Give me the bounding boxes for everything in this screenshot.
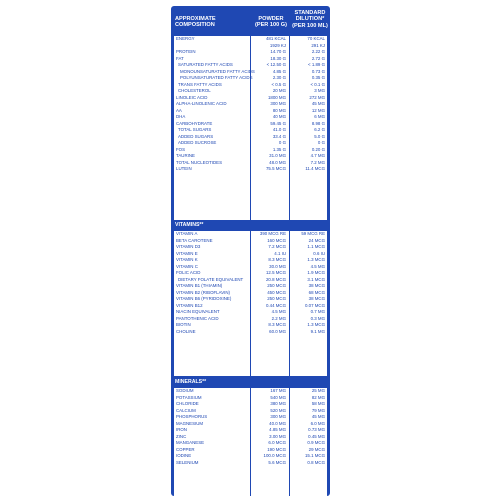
powder-value: 300 MG bbox=[270, 414, 286, 419]
dilution-value: 82 MG bbox=[311, 394, 325, 400]
dilution-value: 6 MG bbox=[314, 114, 325, 119]
powder-value: < 0.5 G bbox=[271, 81, 286, 87]
table-row bbox=[174, 329, 327, 336]
powder-value: 540 MG bbox=[270, 394, 286, 400]
vitamin-rows bbox=[174, 231, 327, 335]
powder-value: 2.2 MG bbox=[271, 315, 286, 321]
powder-value: 48.0 MG bbox=[269, 159, 286, 165]
dilution-value: 12 MG bbox=[311, 107, 325, 113]
nutrient-name: PANTOTHENIC ACID bbox=[176, 315, 219, 321]
powder-value: 390 MCG RE bbox=[259, 231, 286, 236]
nutrient-name: CALCIUM bbox=[176, 407, 196, 413]
dilution-value: 38 MCG bbox=[308, 283, 325, 288]
powder-value: < 12.50 G bbox=[266, 62, 286, 67]
nutrient-name: LINOLEIC ACID bbox=[176, 94, 208, 100]
dilution-value: 0 G bbox=[317, 140, 325, 145]
nutrient-name: TRANS FATTY ACIDS bbox=[178, 81, 222, 87]
dilution-value: 0.07 MCG bbox=[304, 302, 325, 308]
nutrient-name: LUTEIN bbox=[176, 166, 192, 171]
header-powder: POWDER (PER 100 G) bbox=[254, 16, 288, 29]
dilution-value: 0.73 MG bbox=[308, 427, 325, 432]
dilution-value: 45 MG bbox=[311, 414, 325, 419]
powder-value: 8.3 MCG bbox=[268, 322, 286, 327]
powder-value: 20 MG bbox=[272, 88, 286, 93]
powder-value: 4.85 G bbox=[272, 68, 286, 74]
powder-value: 4.5 MG bbox=[271, 309, 286, 314]
nutrient-name: VITAMIN C bbox=[176, 263, 198, 269]
powder-value: 6.0 MCG bbox=[268, 440, 286, 445]
dilution-value: < 0.1 G bbox=[310, 81, 325, 87]
dilution-value: 272 MG bbox=[309, 94, 325, 100]
header-composition: APPROXIMATE COMPOSITION bbox=[175, 16, 216, 29]
nutrient-name: ADDED SUGARS bbox=[178, 133, 214, 139]
composition-section bbox=[174, 36, 327, 220]
powder-value: 80 MG bbox=[272, 107, 286, 113]
powder-value: 75.5 MCG bbox=[265, 166, 286, 171]
nutrient-name: VITAMIN B6 (PYRIDOXINE) bbox=[176, 296, 232, 301]
powder-value: 160 MCG bbox=[267, 237, 286, 243]
nutrient-name: SELENIUM bbox=[176, 459, 199, 465]
composition-rows bbox=[174, 36, 327, 173]
nutrient-name: POTASSIUM bbox=[176, 394, 202, 400]
nutrient-name: CARBOHYDRATE bbox=[176, 120, 213, 126]
dilution-value: 2.22 G bbox=[311, 49, 325, 54]
nutrient-name: AA bbox=[176, 107, 182, 113]
dilution-value: 8.98 G bbox=[311, 120, 325, 126]
nutrient-name: DHA bbox=[176, 114, 186, 119]
nutrient-name: IRON bbox=[176, 427, 187, 432]
nutrient-name: PROTEIN bbox=[176, 49, 196, 54]
nutrient-name: BETA CAROTENE bbox=[176, 237, 213, 243]
dilution-value: 29 MCG bbox=[308, 446, 325, 452]
header-dilution: STANDARD DILUTION* (PER 100 ML) bbox=[292, 10, 328, 29]
dilution-value: 291 KJ bbox=[311, 42, 325, 48]
nutrient-name: ZINC bbox=[176, 433, 187, 439]
nutrient-name: ADDED SUCROSE bbox=[178, 140, 217, 145]
powder-value: 4.1 IU bbox=[274, 250, 286, 256]
dilution-value: 70 KCAL bbox=[307, 36, 325, 41]
table-row bbox=[174, 166, 327, 173]
vitamins-heading-label: VITAMINS** bbox=[175, 222, 204, 228]
dilution-value: 0.8 MCG bbox=[307, 459, 325, 465]
dilution-value: 68 MCG bbox=[308, 289, 325, 295]
powder-value: 5.6 MCG bbox=[268, 459, 286, 465]
vitamins-section bbox=[174, 231, 327, 376]
nutrient-name: MONOUNSATURATED FATTY ACIDS bbox=[180, 68, 255, 74]
nutrient-name: FOLIC ACID bbox=[176, 270, 201, 275]
dilution-value: 0.7 MG bbox=[310, 309, 325, 314]
dilution-value: 6.2 G bbox=[314, 127, 325, 132]
dilution-value: 3 MG bbox=[314, 88, 325, 93]
nutrient-name: VITAMIN K bbox=[176, 257, 198, 262]
nutrient-name: MANGANESE bbox=[176, 440, 205, 445]
dilution-value: 59 MCG RE bbox=[301, 231, 325, 236]
vitamins-heading bbox=[171, 221, 330, 230]
minerals-heading-label: MINERALS** bbox=[175, 379, 207, 385]
nutrient-name: FAT bbox=[176, 55, 184, 61]
nutrient-name: SATURATED FATTY ACIDS bbox=[178, 62, 233, 67]
dilution-value: 0.3 MG bbox=[310, 315, 325, 321]
powder-value: 0 G bbox=[278, 140, 286, 145]
nutrient-name: VITAMIN B1 (THIAMIN) bbox=[176, 283, 223, 288]
dilution-value: 1.1 MCG bbox=[307, 244, 325, 249]
powder-value: 300 MG bbox=[270, 101, 286, 106]
dilution-value: 7.2 MG bbox=[310, 159, 325, 165]
nutrient-name: DIETARY FOLATE EQUIVALENT bbox=[178, 276, 244, 282]
powder-value: 40 MG bbox=[272, 114, 286, 119]
dilution-value: 38 MCG bbox=[308, 296, 325, 301]
table-row bbox=[174, 460, 327, 467]
dilution-value: 0.20 G bbox=[311, 146, 325, 152]
nutrient-name: VITAMIN E bbox=[176, 250, 198, 256]
powder-value: 2.30 G bbox=[272, 75, 286, 80]
powder-value: 30.0 MG bbox=[269, 263, 286, 269]
nutrient-name: MAGNESIUM bbox=[176, 420, 204, 426]
nutrient-name: VITAMIN A bbox=[176, 231, 198, 236]
powder-value: 40.0 MG bbox=[269, 420, 286, 426]
dilution-value: 1.3 MCG bbox=[307, 257, 325, 262]
dilution-value: 5.0 G bbox=[314, 133, 325, 139]
powder-value: 12.5 MCG bbox=[265, 270, 286, 275]
powder-value: 481 KCAL bbox=[265, 36, 286, 41]
nutrient-name: NIACIN EQUIVALENT bbox=[176, 309, 220, 314]
dilution-value: 0.35 G bbox=[311, 75, 325, 80]
nutrient-name: PHOSPHORUS bbox=[176, 414, 208, 419]
table-header bbox=[171, 6, 330, 34]
dilution-value: 1.3 MCG bbox=[307, 322, 325, 327]
powder-value: 190 MCG bbox=[267, 446, 286, 452]
nutrient-name: FOS bbox=[176, 146, 186, 152]
nutrient-name: TAURINE bbox=[176, 153, 195, 158]
powder-value: 0.44 MCG bbox=[265, 302, 286, 308]
nutrient-name: POLYUNSATURATED FATTY ACIDS bbox=[180, 75, 253, 80]
powder-value: 1.35 G bbox=[272, 146, 286, 152]
nutrient-name: BIOTIN bbox=[176, 322, 191, 327]
nutrient-name: VITAMIN B2 (RIBOFLAVIN) bbox=[176, 289, 230, 295]
dilution-value: 58 MG bbox=[311, 401, 325, 406]
dilution-value: 9.1 MG bbox=[310, 328, 325, 334]
minerals-section bbox=[174, 388, 327, 496]
dilution-value: 0.45 MG bbox=[308, 433, 325, 439]
mineral-rows bbox=[174, 388, 327, 466]
powder-value: 167 MG bbox=[270, 388, 286, 393]
dilution-value: 25 MG bbox=[311, 388, 325, 393]
dilution-value: 3.1 MCG bbox=[307, 276, 325, 282]
dilution-value: 4.7 MG bbox=[310, 153, 325, 158]
nutrient-name: VITAMIN B12 bbox=[176, 302, 203, 308]
nutrient-name: SODIUM bbox=[176, 388, 194, 393]
powder-value: 520 MG bbox=[270, 407, 286, 413]
dilution-value: 6.0 MG bbox=[310, 420, 325, 426]
powder-value: 8.3 MCG bbox=[268, 257, 286, 262]
dilution-value: 79 MG bbox=[311, 407, 325, 413]
dilution-value: < 1.89 G bbox=[308, 62, 325, 67]
dilution-value: 24 MCG bbox=[308, 237, 325, 243]
dilution-value: 45 MG bbox=[311, 101, 325, 106]
powder-value: 4.85 MG bbox=[269, 427, 286, 432]
powder-value: 450 MCG bbox=[267, 289, 286, 295]
powder-value: 33.4 G bbox=[272, 133, 286, 139]
dilution-value: 0.9 MCG bbox=[307, 440, 325, 445]
powder-value: 20.8 MCG bbox=[265, 276, 286, 282]
dilution-value: 2.72 G bbox=[311, 55, 325, 61]
nutrient-name: VITAMIN D3 bbox=[176, 244, 201, 249]
powder-value: 59.45 G bbox=[270, 120, 286, 126]
minerals-heading bbox=[171, 378, 330, 387]
nutrient-name: CHLORIDE bbox=[176, 401, 199, 406]
powder-value: 250 MCG bbox=[267, 296, 286, 301]
powder-value: 3.00 MG bbox=[269, 433, 286, 439]
nutrient-name: COPPER bbox=[176, 446, 195, 452]
nutrient-name: ALPHA-LINOLENIC ACID bbox=[176, 101, 227, 106]
nutrition-table bbox=[171, 6, 330, 496]
dilution-value: 0.73 G bbox=[311, 68, 325, 74]
dilution-value: 4.5 MG bbox=[310, 263, 325, 269]
nutrient-name: TOTAL NUCLEOTIDES bbox=[176, 159, 223, 165]
powder-value: 100.0 MCG bbox=[263, 453, 286, 458]
powder-value: 60.0 MG bbox=[269, 328, 286, 334]
dilution-value: 15.1 MCG bbox=[304, 453, 325, 458]
nutrient-name: ENERGY bbox=[176, 36, 195, 41]
powder-value: 14.70 G bbox=[270, 49, 286, 54]
powder-value: 1929 KJ bbox=[269, 42, 286, 48]
powder-value: 1800 MG bbox=[267, 94, 286, 100]
nutrient-name: CHOLESTEROL bbox=[178, 88, 211, 93]
nutrient-name: CHOLINE bbox=[176, 328, 196, 334]
powder-value: 41.0 G bbox=[272, 127, 286, 132]
dilution-value: 0.6 IU bbox=[313, 250, 325, 256]
powder-value: 250 MCG bbox=[267, 283, 286, 288]
nutrient-name: IODINE bbox=[176, 453, 192, 458]
powder-value: 31.0 MG bbox=[269, 153, 286, 158]
powder-value: 7.2 MCG bbox=[268, 244, 286, 249]
powder-value: 18.30 G bbox=[270, 55, 286, 61]
dilution-value: 11.4 MCG bbox=[305, 166, 325, 171]
powder-value: 380 MG bbox=[270, 401, 286, 406]
nutrient-name: TOTAL SUGARS bbox=[178, 127, 212, 132]
dilution-value: 1.9 MCG bbox=[307, 270, 325, 275]
